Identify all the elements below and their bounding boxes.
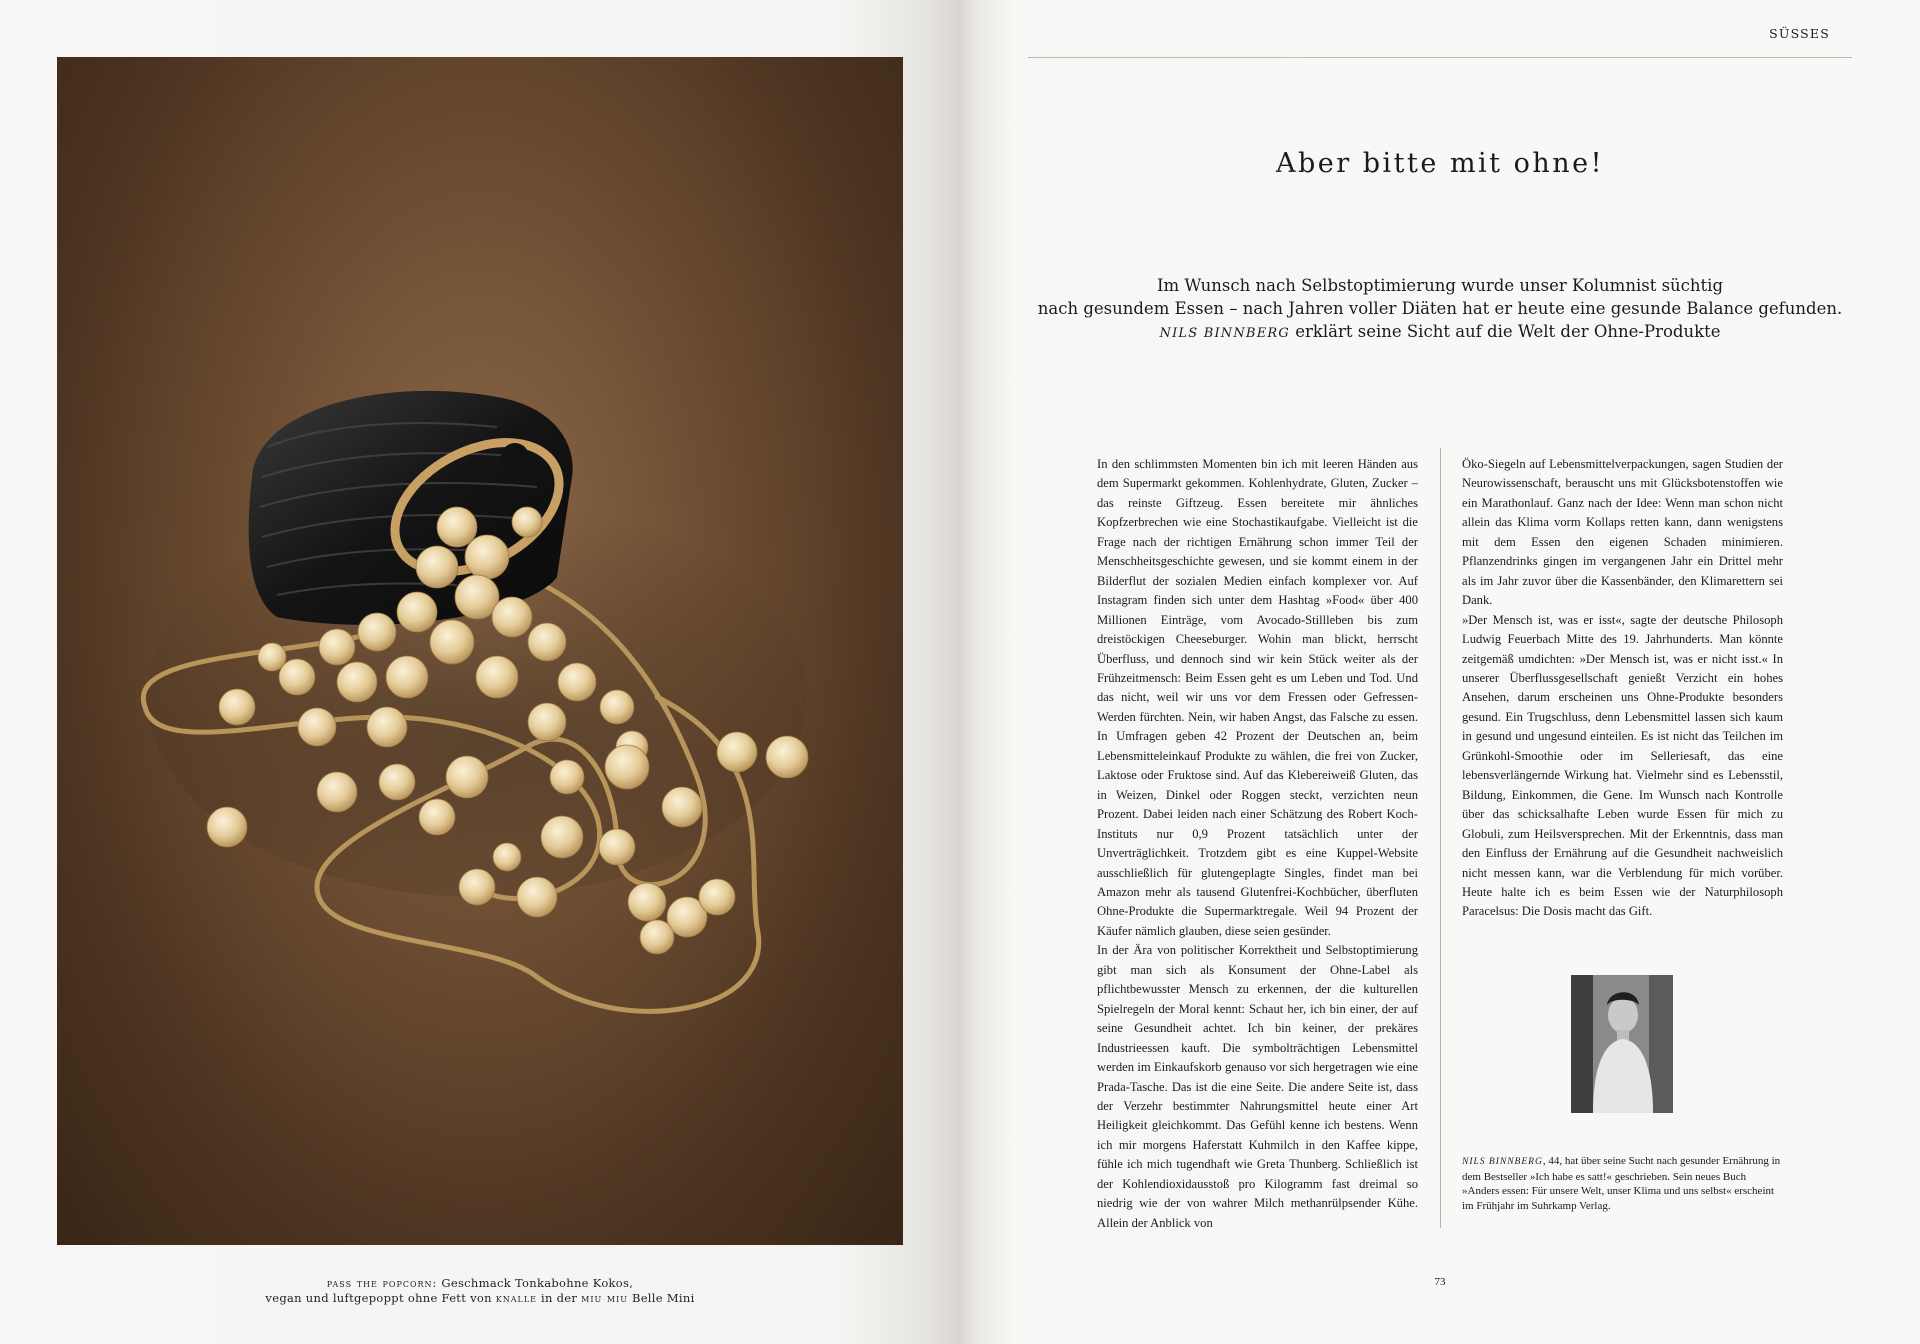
caption-end: Belle Mini	[627, 1291, 695, 1305]
page-number: 73	[1434, 1276, 1446, 1288]
column-divider	[1440, 448, 1441, 1228]
lede-line2: nach gesundem Essen – nach Jahren voller Diäten hat er heute eine gesunde Balance gefunden.	[1037, 299, 1843, 318]
article-column-2	[1462, 455, 1783, 922]
author-note-text: , 44, hat über seine Sucht nach gesunder Ernährung in dem Bestseller »Ich habe es satt!« geschrieben. Sein neues Buch »Anders essen: Für unsere Welt, unser Klima und uns selbst« erscheint im Frühjahr im Suhrkamp Verlag.	[1462, 1155, 1781, 1212]
article-column-1	[1097, 455, 1418, 1233]
popcorn-purse-illustration	[57, 57, 903, 1245]
author-portrait	[1571, 975, 1673, 1113]
caption-mid: in der	[537, 1291, 582, 1305]
caption-line2-start: vegan und luftgepoppt ohne Fett von	[265, 1291, 496, 1305]
author-portrait-illustration	[1571, 975, 1673, 1113]
headline: Aber bitte mit ohne!	[1276, 148, 1604, 179]
column1-paragraph-1: In den schlimmsten Momenten bin ich mit leeren Händen aus dem Supermarkt gekommen. Kohlenhydrate, Gluten, Zucker – das reinste Giftzeug. Essen bereitete mir ähnliches Kopfzerbrechen wie eine Stochastikaufgabe. Vielleicht ist die Frage nach der richtigen Ernährung schon immer Teil der Menschheitsgeschichte gewesen, und sie kommt einem in der Bilderflut der sozialen Medien einfach komplexer vor. Auf Instagram finden sich unter dem Hashtag »Food« über 400 Millionen Einträge, vom Avocado-Stillleben bis zum dreistöckigen Cheeseburger. Wohin man blickt, herrscht Überfluss, und dennoch sind wir kein Stück weiter als der Frühzeitmensch: Beim Essen geht es um Leben und Tod. Und das nicht, weil wir uns vor dem Fressen oder Gefressen-Werden fürchten. Nein, wir haben Angst, das Falsche zu essen. In Umfragen geben 42 Prozent der Deutschen an, beim Lebensmitteleinkauf Produkte zu wählen, die frei von Zucker, Laktose oder Fruktose sind. Auf das Klebereiweiß Gluten, das in Weizen, Dinkel oder Roggen steckt, verzichten neun Prozent. Dabei leiden nach einer Schätzung des Robert Koch-Instituts nur 0,9 Prozent tatsächlich unter der Unverträglichkeit. Trotzdem gibt es eine Kuppel-Website ausschließlich für glutengeplagte Singles, findet man bei Amazon mehr als tausend Glutenfrei-Kochbücher, überfluten Ohne-Produkte die Supermarktregale. Weil 94 Prozent der Käufer nämlich glauben, diese seien gesünder.	[1097, 457, 1418, 938]
column1-paragraph-2: In der Ära von politischer Korrektheit und Selbstoptimierung gibt man sich als Konsument der Ohne-Label als pflichtbewusster Mensch zu erkennen, der die kulturellen Spielregeln der Moral kennt: Schaut her, ich bin einer, der auf seine Gesundheit achtet. Ich bin keiner, der prekäres Industrieessen kauft. Die symbolträchtigen Lebensmittel werden im Einkaufskorb genauso vor sich hergetragen wie eine Prada-Tasche. Das ist die eine Seite. Die andere Seite ist, dass der Verzehr bestimmter Nahrungsmittel heute einer Art Heiligkeit gleichkommt. Das Gefühl kenne ich bestens. Wenn ich mir morgens Haferstatt Kuhmilch in den Kaffee kippe, fühle ich mich tugendhaft wie Greta Thunberg. Schließlich ist der Kohlendioxidausstoß pro Kilogramm fast dreimal so niedrig wie der von wahrer Milch methanrülpsender Kühe. Allein der Anblick von	[1097, 943, 1418, 1230]
caption-brand-knalle: knalle	[495, 1291, 538, 1305]
author-note	[1462, 1154, 1783, 1213]
caption-lead: pass the popcorn:	[326, 1276, 438, 1290]
caption-brand-miumiu: miu miu	[581, 1291, 628, 1305]
column2-paragraph-1: Öko-Siegeln auf Lebensmittelverpackungen, sagen Studien der Neurowissenschaft, berauscht uns mit Glücksbotenstoffen wie ein Marathonlauf. Ganz nach der Idee: Wenn man schon nicht allein das Klima vorm Kollaps retten kann, dann wenigstens mit dem Essen den eigenen Schaden minimieren. Pflanzendrinks gingen im vergangenen Jahr ein Drittel mehr als im Jahr zuvor über die Kassenbänder, den Klimarettern sei Dank.	[1462, 457, 1783, 608]
lede-line3: erklärt seine Sicht auf die Welt der Ohne-Produkte	[1289, 322, 1721, 341]
lede-author: NILS BINNBERG	[1159, 326, 1290, 341]
section-label: SÜSSES	[1769, 26, 1830, 41]
column2-paragraph-2: »Der Mensch ist, was er isst«, sagte der deutsche Philosoph Ludwig Feuerbach Mitte des 19. Jahrhunderts. Man könnte zeitgemäß umdichten: »Der Mensch ist, was er nicht isst.« In unserer Überflussgesellschaft genießt Verzicht ein hohes Ansehen, darum erscheinen uns Ohne-Produkte besonders gesund. Ein Trugschluss, denn Lebensmittel lassen sich kaum in gesund und ungesund einteilen. Es ist nicht das Teilchen im Grünkohl-Smoothie oder im Selleriesaft, das eine lebensverlängernde Wirkung hat. Vielmehr sind es Lebensstil, Bildung, Einkommen, die Gene. Im Wunsch nach Kontrolle über das schicksalhafte Leben wurde Essen für mich zu Globuli, zum Heilsversprechen. Mit der Erkenntnis, dass man den Einfluss der Ernährung auf die Gesundheit nachweislich nicht messen kann, war die Verblendung für mich vorüber. Heute halte ich es beim Essen wie der Naturphilosoph Paracelsus: Die Dosis macht das Gift.	[1462, 612, 1783, 919]
left-page	[0, 0, 957, 1344]
popcorn-purse-photo	[57, 57, 903, 1245]
photo-caption	[57, 1276, 903, 1306]
author-note-name: NILS BINNBERG	[1462, 1157, 1543, 1167]
caption-line1: Geschmack Tonkabohne Kokos,	[437, 1276, 634, 1290]
top-rule	[1028, 57, 1852, 58]
lede	[1028, 274, 1852, 345]
lede-line1: Im Wunsch nach Selbstoptimierung wurde unser Kolumnist süchtig	[1156, 276, 1724, 295]
